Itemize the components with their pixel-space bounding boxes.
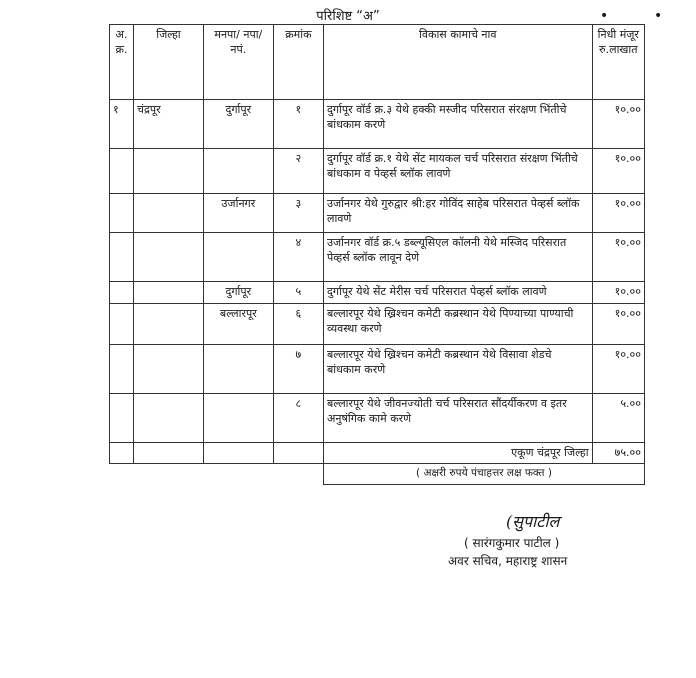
cell-amount: १०.००	[592, 194, 644, 233]
cell-sr-no	[110, 394, 134, 443]
cell-empty	[110, 443, 134, 464]
table-row	[110, 345, 645, 394]
table-row	[110, 394, 645, 443]
cell-sr-no	[110, 282, 134, 304]
cell-district	[134, 304, 204, 345]
table-row	[110, 194, 645, 233]
cell-sr-no	[110, 194, 134, 233]
cell-amount: १०.००	[592, 345, 644, 394]
cell-amount: १०.००	[592, 100, 644, 149]
cell-municipality	[203, 345, 273, 394]
cell-district	[134, 282, 204, 304]
signatory-designation: अवर सचिव, महाराष्ट्र शासन	[448, 554, 568, 568]
cell-work: दुर्गापूर वॉर्ड क्र.१ येथे सेंट मायकल चर्च परिसरात संरक्षण भिंतीचे बांधकाम व पेव्हर्स ब्लॉक लावणे	[323, 149, 592, 194]
cell-serial: ६	[273, 304, 323, 345]
header-amount: निधी मंजूर रु.लाखात	[592, 25, 644, 100]
amount-in-words: ( अक्षरी रुपये पंचाहत्तर लक्ष फक्त )	[323, 464, 644, 485]
cell-municipality: उर्जानगर	[203, 194, 273, 233]
table-row	[110, 282, 645, 304]
cell-work: बल्लारपूर येथे ख्रिश्चन कमेटी कब्रस्थान येथे पिण्याच्या पाण्याची व्यवस्था करणे	[323, 304, 592, 345]
cell-municipality	[203, 233, 273, 282]
cell-work: बल्लारपूर येथे ख्रिश्चन कमेटी कब्रस्थान येथे विसावा शेडचे बांधकाम करणे	[323, 345, 592, 394]
cell-municipality: दुर्गापूर	[203, 282, 273, 304]
cell-amount: १०.००	[592, 282, 644, 304]
cell-serial: १	[273, 100, 323, 149]
cell-district	[134, 194, 204, 233]
cell-serial: ८	[273, 394, 323, 443]
cell-amount: ५.००	[592, 394, 644, 443]
cell-sr-no	[110, 304, 134, 345]
cell-work: उर्जानगर येथे गुरुद्वार श्री:हर गोविंद साहेब परिसरात पेव्हर्स ब्लॉक लावणे	[323, 194, 592, 233]
cell-empty	[203, 443, 273, 464]
annexure-table	[109, 24, 645, 485]
table-row	[110, 100, 645, 149]
cell-empty	[110, 464, 324, 485]
dot-mark: •	[654, 8, 663, 24]
cell-municipality: दुर्गापूर	[203, 100, 273, 149]
cell-amount: १०.००	[592, 149, 644, 194]
table-header-row	[110, 25, 645, 100]
cell-sr-no	[110, 233, 134, 282]
cell-work: दुर्गापूर येथे सेंट मेरीस चर्च परिसरात पेव्हर्स ब्लॉक लावणे	[323, 282, 592, 304]
header-work-name: विकास कामाचे नाव	[323, 25, 592, 100]
dot-mark: •	[600, 8, 609, 24]
cell-work: दुर्गापूर वॉर्ड क्र.३ येथे हक्की मस्जीद परिसरात संरक्षण भिंतीचे बांधकाम करणे	[323, 100, 592, 149]
cell-amount: १०.००	[592, 304, 644, 345]
cell-sr-no	[110, 149, 134, 194]
cell-district	[134, 345, 204, 394]
cell-district: चंद्रपूर	[134, 100, 204, 149]
cell-district	[134, 149, 204, 194]
header-district: जिल्हा	[134, 25, 204, 100]
table-row	[110, 149, 645, 194]
total-row	[110, 443, 645, 464]
cell-municipality	[203, 394, 273, 443]
cell-serial: ५	[273, 282, 323, 304]
signatory-name: ( सारंगकुमार पाटील )	[464, 536, 560, 550]
cell-work: बल्लारपूर येथे जीवनज्योती चर्च परिसरात सौंदर्यीकरण व इतर अनुषंगिक कामे करणे	[323, 394, 592, 443]
cell-municipality	[203, 149, 273, 194]
signature-mark: (सुपाटील	[506, 512, 560, 531]
title-text: परिशिष्ट “अ”	[316, 9, 380, 24]
table-row	[110, 304, 645, 345]
cell-amount: १०.००	[592, 233, 644, 282]
cell-work: उर्जानगर वॉर्ड क्र.५ डब्ल्यूसिएल कॉलनी येथे मस्जिद परिसरात पेव्हर्स ब्लॉक लावून देणे	[323, 233, 592, 282]
cell-sr-no: १	[110, 100, 134, 149]
header-municipality: मनपा/ नपा/ नपं.	[203, 25, 273, 100]
header-sr-no: अ. क्र.	[110, 25, 134, 100]
table-row	[110, 233, 645, 282]
cell-serial: ३	[273, 194, 323, 233]
cell-district	[134, 233, 204, 282]
amount-in-words-row	[110, 464, 645, 485]
cell-sr-no	[110, 345, 134, 394]
header-serial: क्रमांक	[273, 25, 323, 100]
total-amount: ७५.००	[592, 443, 644, 464]
cell-serial: २	[273, 149, 323, 194]
page-title	[0, 6, 696, 24]
cell-municipality: बल्लारपूर	[203, 304, 273, 345]
cell-serial: ४	[273, 233, 323, 282]
cell-serial: ७	[273, 345, 323, 394]
cell-district	[134, 394, 204, 443]
total-label: एकूण चंद्रपूर जिल्हा	[323, 443, 592, 464]
cell-empty	[134, 443, 204, 464]
cell-empty	[273, 443, 323, 464]
